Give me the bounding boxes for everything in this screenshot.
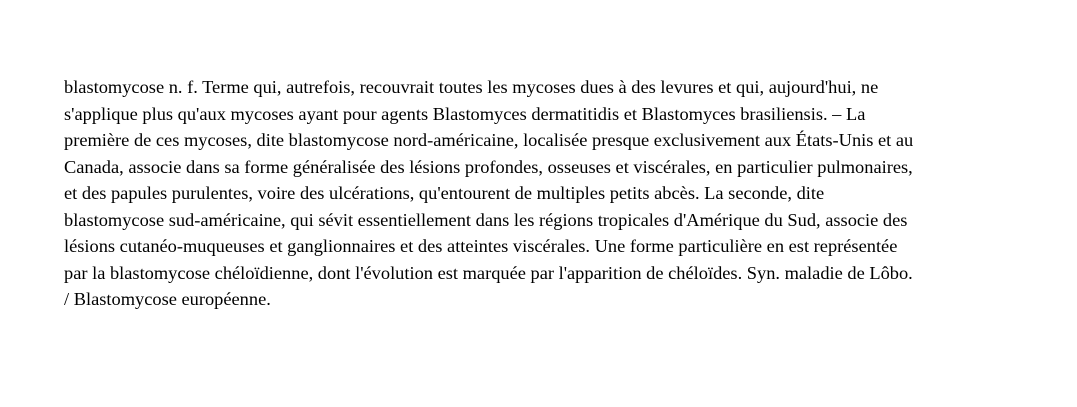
text-line: blastomycose sud-américaine, qui sévit essentiellement dans les régions tropicales d'Amérique du Sud, associe des [64,209,908,230]
text-line: Canada, associe dans sa forme généralisée des lésions profondes, osseuses et viscérales, en particulier pulmonaires, [64,156,913,177]
text-line: première de ces mycoses, dite blastomycose nord-américaine, localisée presque exclusivement aux États-Unis et au [64,130,914,150]
text-line: par la blastomycose chéloïdienne, dont l'évolution est marquée par l'apparition de chéloïdes. Syn. maladie de Lôbo. [64,262,913,283]
definition-paragraph [64,74,1024,313]
text-line: / Blastomycose européenne. [64,289,271,309]
text-line: lésions cutanéo-muqueuses et ganglionnaires et des atteintes viscérales. Une forme particulière en est représentée [64,236,898,256]
text-line: blastomycose n. f. Terme qui, autrefois, recouvrait toutes les mycoses dues à des levures et qui, aujourd'hui, ne [64,77,879,97]
text-line: et des papules purulentes, voire des ulcérations, qu'entourent de multiples petits abcès. La seconde, dite [64,183,825,203]
text-line: s'applique plus qu'aux mycoses ayant pour agents Blastomyces dermatitidis et Blastomyces brasiliensis. – La [64,103,866,124]
